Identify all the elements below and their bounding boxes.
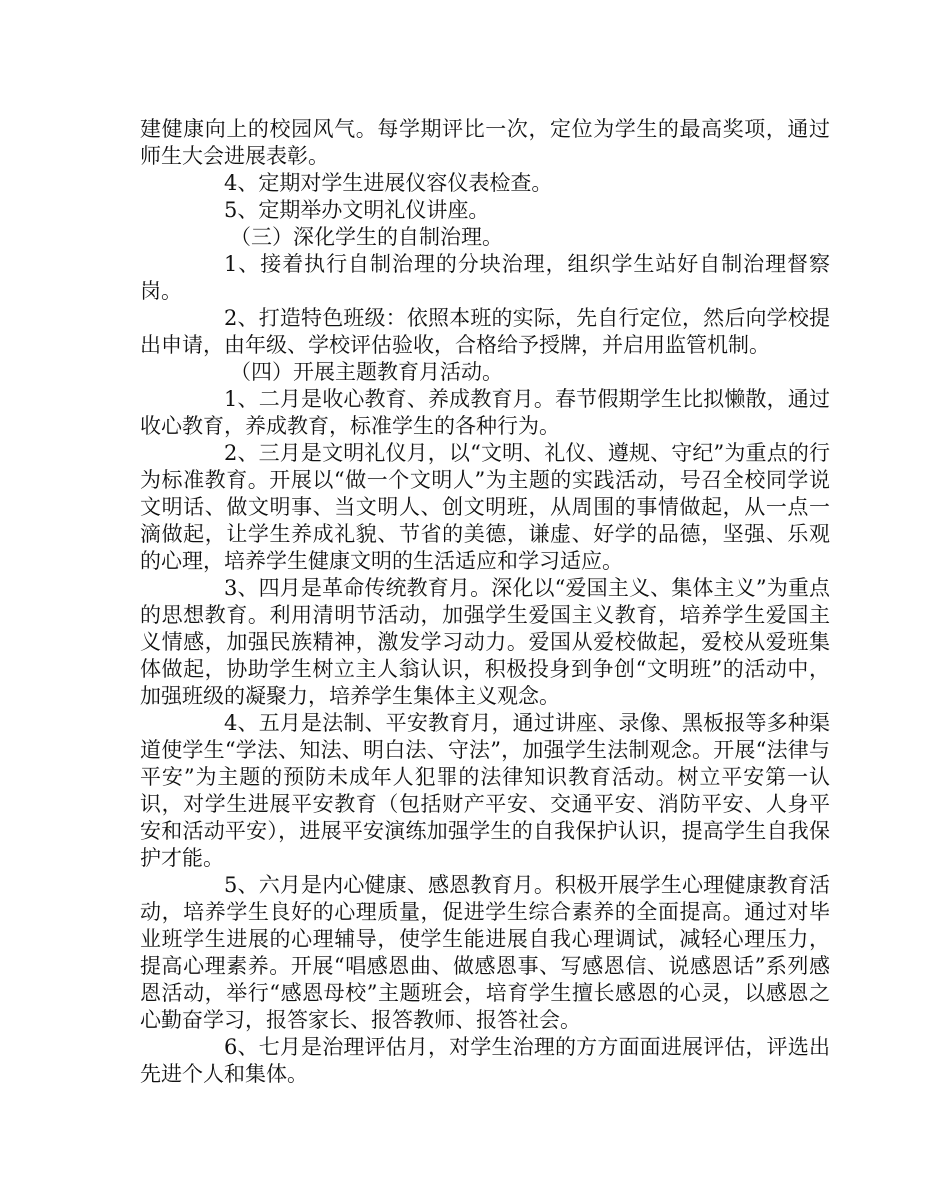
paragraph-12: 6、七月是治理评估月，对学生治理的方方面面进展评估，评选出先进个人和集体。 <box>140 1035 830 1086</box>
document-page <box>140 116 830 1088</box>
paragraph-7: 1、二月是收心教育、养成教育月。春节假期学生比拟懒散，通过收心教育，养成教育，标准学生的各种行为。 <box>140 387 830 438</box>
paragraph-5: 2、打造特色班级：依照本班的实际，先自行定位，然后向学校提出申请，由年级、学校评估验收，合格给予授牌，并启用监管机制。 <box>140 306 830 357</box>
paragraph-1: 4、定期对学生进展仪容仪表检查。 <box>224 171 553 195</box>
paragraph-9: 3、四月是革命传统教育月。深化以“爱国主义、集体主义”为重点的思想教育。利用清明节活动，加强学生爱国主义教育，培养学生爱国主义情感，加强民族精神，激发学习动力。爱国从爱校做起，爱校从爱班集体做起，协助学生树立主人翁认识，积极投身到争创“文明班”的活动中，加强班级的凝聚力，培养学生集体主义观念。 <box>140 576 830 708</box>
paragraph-8: 2、三月是文明礼仪月，以“文明、礼仪、遵规、守纪”为重点的行为标准教育。开展以“做一个文明人”为主题的实践活动，号召全校同学说文明话、做文明事、当文明人、创文明班，从周围的事情做起，从一点一滴做起，让学生养成礼貌、节省的美德，谦虚、好学的品德，坚强、乐观的心理，培养学生健康文明的生活适应和学习适应。 <box>140 441 830 573</box>
section-heading-3: （三）深化学生的自制治理。 <box>230 225 503 249</box>
paragraph-11: 5、六月是内心健康、感恩教育月。积极开展学生心理健康教育活动，培养学生良好的心理质量，促进学生综合素养的全面提高。通过对毕业班学生进展的心理辅导，使学生能进展自我心理调试，减轻心理压力，提高心理素养。开展“唱感恩曲、做感恩事、写感恩信、说感恩话”系列感恩活动，举行“感恩母校”主题班会，培育学生擅长感恩的心灵，以感恩之心勤奋学习，报答家长、报答教师、报答社会。 <box>140 873 830 1032</box>
paragraph-4: 1、接着执行自制治理的分块治理，组织学生站好自制治理督察岗。 <box>140 252 830 303</box>
paragraph-2: 5、定期举办文明礼仪讲座。 <box>224 198 490 222</box>
paragraph-0: 建健康向上的校园风气。每学期评比一次，定位为学生的最高奖项，通过师生大会进展表彰。 <box>140 117 830 168</box>
section-heading-4: （四）开展主题教育月活动。 <box>230 360 503 384</box>
paragraph-10: 4、五月是法制、平安教育月，通过讲座、录像、黑板报等多种渠道使学生“学法、知法、明白法、守法”，加强学生法制观念。开展“法律与平安”为主题的预防未成年人犯罪的法律知识教育活动。树立平安第一认识，对学生进展平安教育（包括财产平安、交通平安、消防平安、人身平安和活动平安），进展平安演练加强学生的自我保护认识，提高学生自我保护才能。 <box>140 711 830 870</box>
